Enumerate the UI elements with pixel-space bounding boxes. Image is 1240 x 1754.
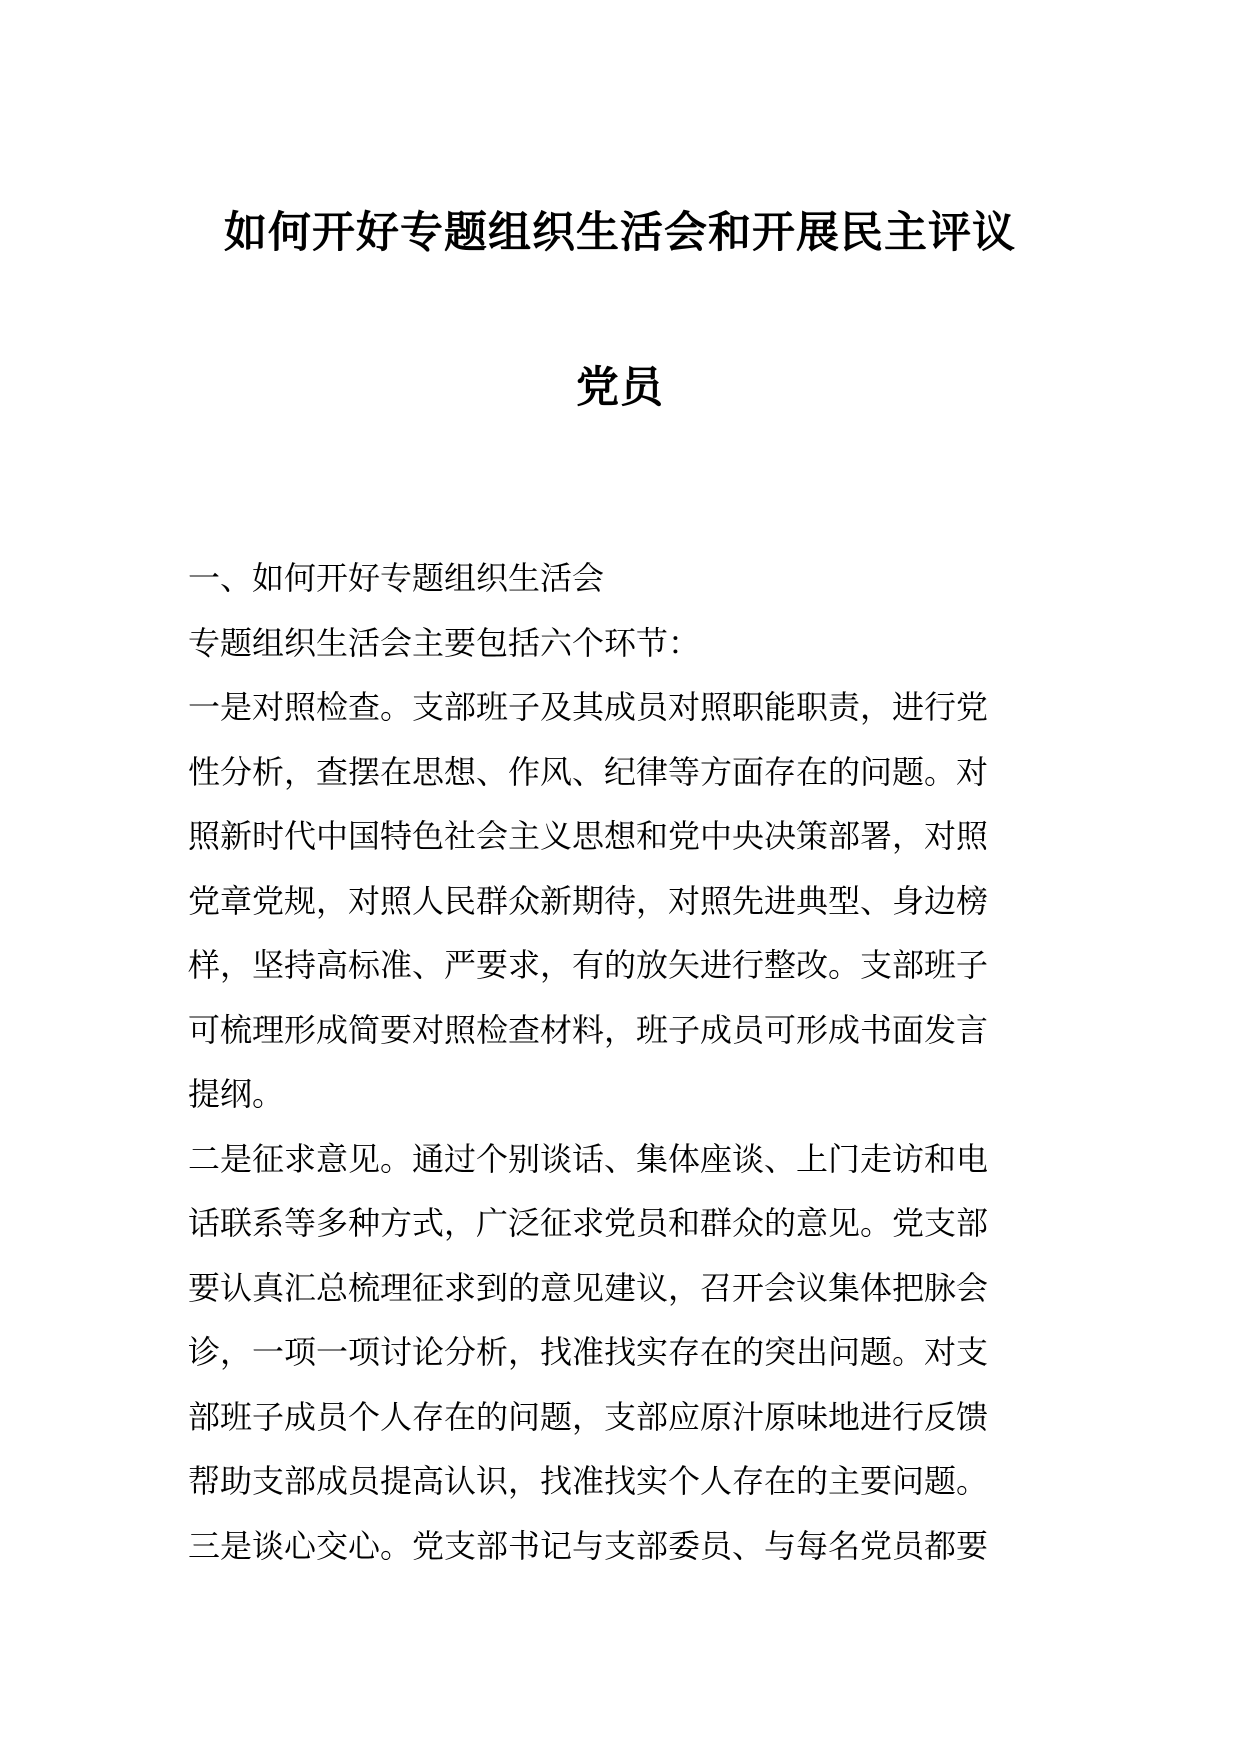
paragraph-line: 性分析，查摆在思想、作风、纪律等方面存在的问题。对 [188, 752, 989, 791]
paragraph-line: 二是征求意见。通过个别谈话、集体座谈、上门走访和电 [188, 1139, 989, 1178]
paragraph-line: 三是谈心交心。党支部书记与支部委员、与每名党员都要 [188, 1526, 989, 1565]
document-title-line-1: 如何开好专题组织生活会和开展民主评议 [224, 208, 1016, 258]
paragraph-line: 样，坚持高标准、严要求，有的放矢进行整改。支部班子 [188, 946, 989, 984]
section-heading: 一、如何开好专题组织生活会 [188, 559, 605, 597]
paragraph-line: 照新时代中国特色社会主义思想和党中央决策部署，对照 [188, 817, 989, 855]
paragraph-line: 党章党规，对照人民群众新期待，对照先进典型、身边榜 [188, 881, 989, 920]
intro-line: 专题组织生活会主要包括六个环节： [188, 623, 701, 662]
paragraph-line: 帮助支部成员提高认识，找准找实个人存在的主要问题。 [188, 1462, 989, 1500]
paragraph-line: 诊，一项一项讨论分析，找准找实存在的突出问题。对支 [188, 1333, 989, 1371]
document-title-line-2: 党员 [576, 363, 664, 413]
paragraph-line: 话联系等多种方式，广泛征求党员和群众的意见。党支部 [188, 1204, 989, 1242]
document-body [188, 546, 1058, 1578]
paragraph-line: 提纲。 [188, 1075, 285, 1113]
paragraph-line: 部班子成员个人存在的问题，支部应原汁原味地进行反馈 [188, 1397, 989, 1436]
paragraph-line: 要认真汇总梳理征求到的意见建议，召开会议集体把脉会 [188, 1268, 989, 1307]
paragraph-line: 可梳理形成简要对照检查材料，班子成员可形成书面发言 [188, 1010, 989, 1049]
paragraph-line: 一是对照检查。支部班子及其成员对照职能职责，进行党 [188, 688, 989, 726]
